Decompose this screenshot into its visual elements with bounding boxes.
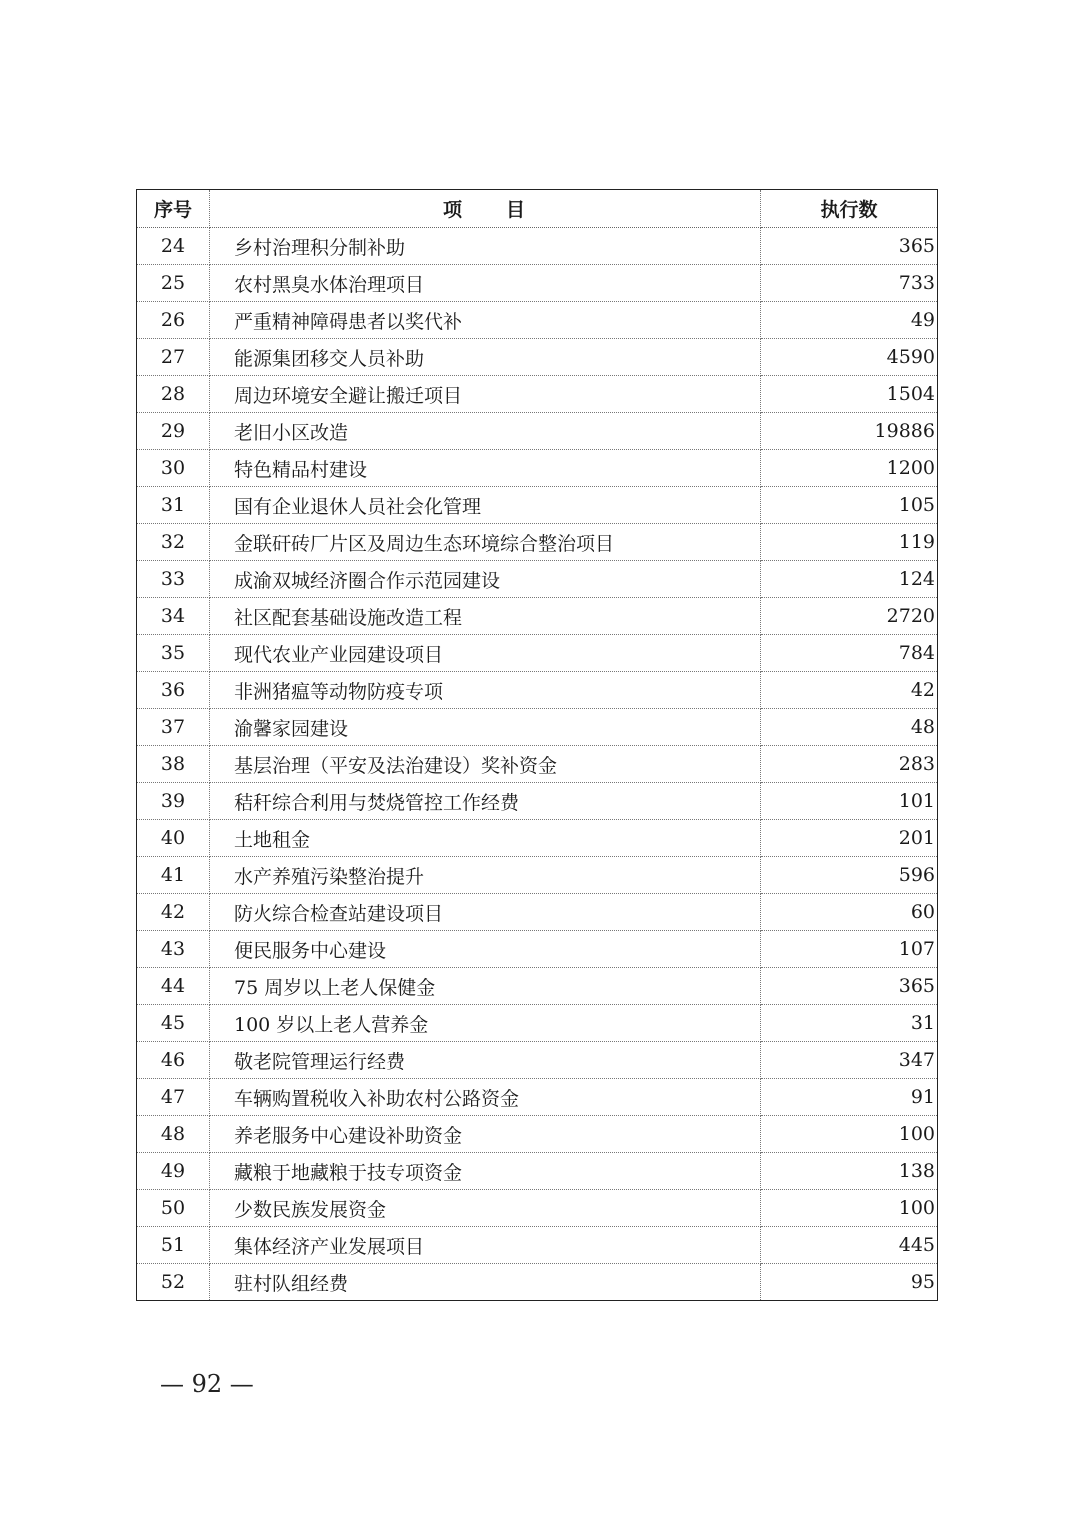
table-row: [137, 1005, 938, 1042]
row-amount-cell: 42: [761, 672, 938, 709]
row-item-cell: 水产养殖污染整治提升: [210, 857, 761, 894]
row-amount-cell: 49: [761, 302, 938, 339]
row-amount-cell: 596: [761, 857, 938, 894]
row-amount-cell: 201: [761, 820, 938, 857]
row-item-cell: 渝馨家园建设: [210, 709, 761, 746]
row-item-cell: 能源集团移交人员补助: [210, 339, 761, 376]
header-item: 项 目: [210, 190, 761, 228]
table-row: [137, 1079, 938, 1116]
row-seq-cell: 26: [137, 302, 210, 339]
table-row: [137, 376, 938, 413]
row-seq-cell: 34: [137, 598, 210, 635]
row-amount-cell: 19886: [761, 413, 938, 450]
table-row: [137, 931, 938, 968]
table-row: [137, 1190, 938, 1227]
row-amount-cell: 60: [761, 894, 938, 931]
row-item-cell: 国有企业退休人员社会化管理: [210, 487, 761, 524]
row-seq-cell: 32: [137, 524, 210, 561]
table-row: [137, 709, 938, 746]
row-item-cell: 敬老院管理运行经费: [210, 1042, 761, 1079]
row-amount-cell: 48: [761, 709, 938, 746]
row-amount-cell: 733: [761, 265, 938, 302]
row-amount-cell: 283: [761, 746, 938, 783]
row-seq-cell: 29: [137, 413, 210, 450]
row-amount-cell: 365: [761, 968, 938, 1005]
table-row: [137, 672, 938, 709]
row-amount-cell: 101: [761, 783, 938, 820]
table-row: [137, 561, 938, 598]
budget-table: [136, 189, 938, 1301]
row-seq-cell: 41: [137, 857, 210, 894]
row-item-cell: 乡村治理积分制补助: [210, 228, 761, 265]
table-row: [137, 598, 938, 635]
row-item-cell: 藏粮于地藏粮于技专项资金: [210, 1153, 761, 1190]
row-seq-cell: 44: [137, 968, 210, 1005]
row-seq-cell: 51: [137, 1227, 210, 1264]
row-amount-cell: 4590: [761, 339, 938, 376]
page-number: — 92 —: [160, 1370, 254, 1398]
row-seq-cell: 36: [137, 672, 210, 709]
row-item-cell: 车辆购置税收入补助农村公路资金: [210, 1079, 761, 1116]
row-item-cell: 便民服务中心建设: [210, 931, 761, 968]
row-seq-cell: 45: [137, 1005, 210, 1042]
row-amount-cell: 1200: [761, 450, 938, 487]
table-row: [137, 1264, 938, 1301]
row-item-cell: 基层治理（平安及法治建设）奖补资金: [210, 746, 761, 783]
row-seq-cell: 37: [137, 709, 210, 746]
table-row: [137, 1116, 938, 1153]
row-seq-cell: 50: [137, 1190, 210, 1227]
row-item-cell: 农村黑臭水体治理项目: [210, 265, 761, 302]
row-item-cell: 社区配套基础设施改造工程: [210, 598, 761, 635]
row-item-cell: 养老服务中心建设补助资金: [210, 1116, 761, 1153]
table-row: [137, 857, 938, 894]
row-item-cell: 100 岁以上老人营养金: [210, 1005, 761, 1042]
row-item-cell: 非洲猪瘟等动物防疫专项: [210, 672, 761, 709]
row-item-cell: 周边环境安全避让搬迁项目: [210, 376, 761, 413]
table-row: [137, 746, 938, 783]
row-seq-cell: 27: [137, 339, 210, 376]
row-item-cell: 集体经济产业发展项目: [210, 1227, 761, 1264]
table-row: [137, 783, 938, 820]
table-row: [137, 487, 938, 524]
row-item-cell: 秸秆综合利用与焚烧管控工作经费: [210, 783, 761, 820]
row-amount-cell: 365: [761, 228, 938, 265]
table-row: [137, 894, 938, 931]
table-row: [137, 968, 938, 1005]
row-item-cell: 土地租金: [210, 820, 761, 857]
row-seq-cell: 24: [137, 228, 210, 265]
row-seq-cell: 30: [137, 450, 210, 487]
table-row: [137, 1042, 938, 1079]
row-seq-cell: 52: [137, 1264, 210, 1301]
row-amount-cell: 107: [761, 931, 938, 968]
row-amount-cell: 445: [761, 1227, 938, 1264]
table-row: [137, 413, 938, 450]
row-amount-cell: 100: [761, 1116, 938, 1153]
row-seq-cell: 40: [137, 820, 210, 857]
row-amount-cell: 2720: [761, 598, 938, 635]
row-seq-cell: 28: [137, 376, 210, 413]
table-row: [137, 302, 938, 339]
row-amount-cell: 31: [761, 1005, 938, 1042]
row-item-cell: 少数民族发展资金: [210, 1190, 761, 1227]
row-item-cell: 防火综合检查站建设项目: [210, 894, 761, 931]
row-amount-cell: 138: [761, 1153, 938, 1190]
table-row: [137, 524, 938, 561]
row-seq-cell: 49: [137, 1153, 210, 1190]
header-seq: 序号: [137, 190, 210, 228]
row-amount-cell: 784: [761, 635, 938, 672]
row-amount-cell: 100: [761, 1190, 938, 1227]
row-seq-cell: 25: [137, 265, 210, 302]
table-row: [137, 1153, 938, 1190]
row-seq-cell: 46: [137, 1042, 210, 1079]
row-item-cell: 现代农业产业园建设项目: [210, 635, 761, 672]
row-seq-cell: 33: [137, 561, 210, 598]
row-seq-cell: 35: [137, 635, 210, 672]
header-amount: 执行数: [761, 190, 938, 228]
table-row: [137, 635, 938, 672]
row-amount-cell: 95: [910, 1271, 935, 1293]
row-item-cell: 成渝双城经济圈合作示范园建设: [210, 561, 761, 598]
table-row: [137, 1227, 938, 1264]
row-item-cell: 驻村队组经费: [210, 1264, 761, 1301]
row-seq-cell: 48: [137, 1116, 210, 1153]
row-seq-cell: 39: [137, 783, 210, 820]
row-amount-cell: 124: [761, 561, 938, 598]
row-seq-cell: 38: [137, 746, 210, 783]
table-body: [137, 228, 938, 1301]
row-amount-cell: 119: [761, 524, 938, 561]
row-item-cell: 严重精神障碍患者以奖代补: [210, 302, 761, 339]
row-item-cell: 特色精品村建设: [210, 450, 761, 487]
table-row: [137, 228, 938, 265]
row-item-cell: 老旧小区改造: [210, 413, 761, 450]
table-row: [137, 339, 938, 376]
table-header-row: [137, 190, 938, 228]
row-seq-cell: 43: [137, 931, 210, 968]
table-row: [137, 820, 938, 857]
row-amount-cell: 347: [761, 1042, 938, 1079]
table-row: [137, 450, 938, 487]
row-seq-cell: 42: [137, 894, 210, 931]
row-seq-cell: 47: [137, 1079, 210, 1116]
row-item-cell: 金联矸砖厂片区及周边生态环境综合整治项目: [210, 524, 761, 561]
table-row: [137, 265, 938, 302]
row-amount-cell: 91: [761, 1079, 938, 1116]
row-amount-cell: 105: [761, 487, 938, 524]
row-item-cell: 75 周岁以上老人保健金: [210, 968, 761, 1005]
row-seq-cell: 31: [137, 487, 210, 524]
row-amount-cell: 1504: [761, 376, 938, 413]
